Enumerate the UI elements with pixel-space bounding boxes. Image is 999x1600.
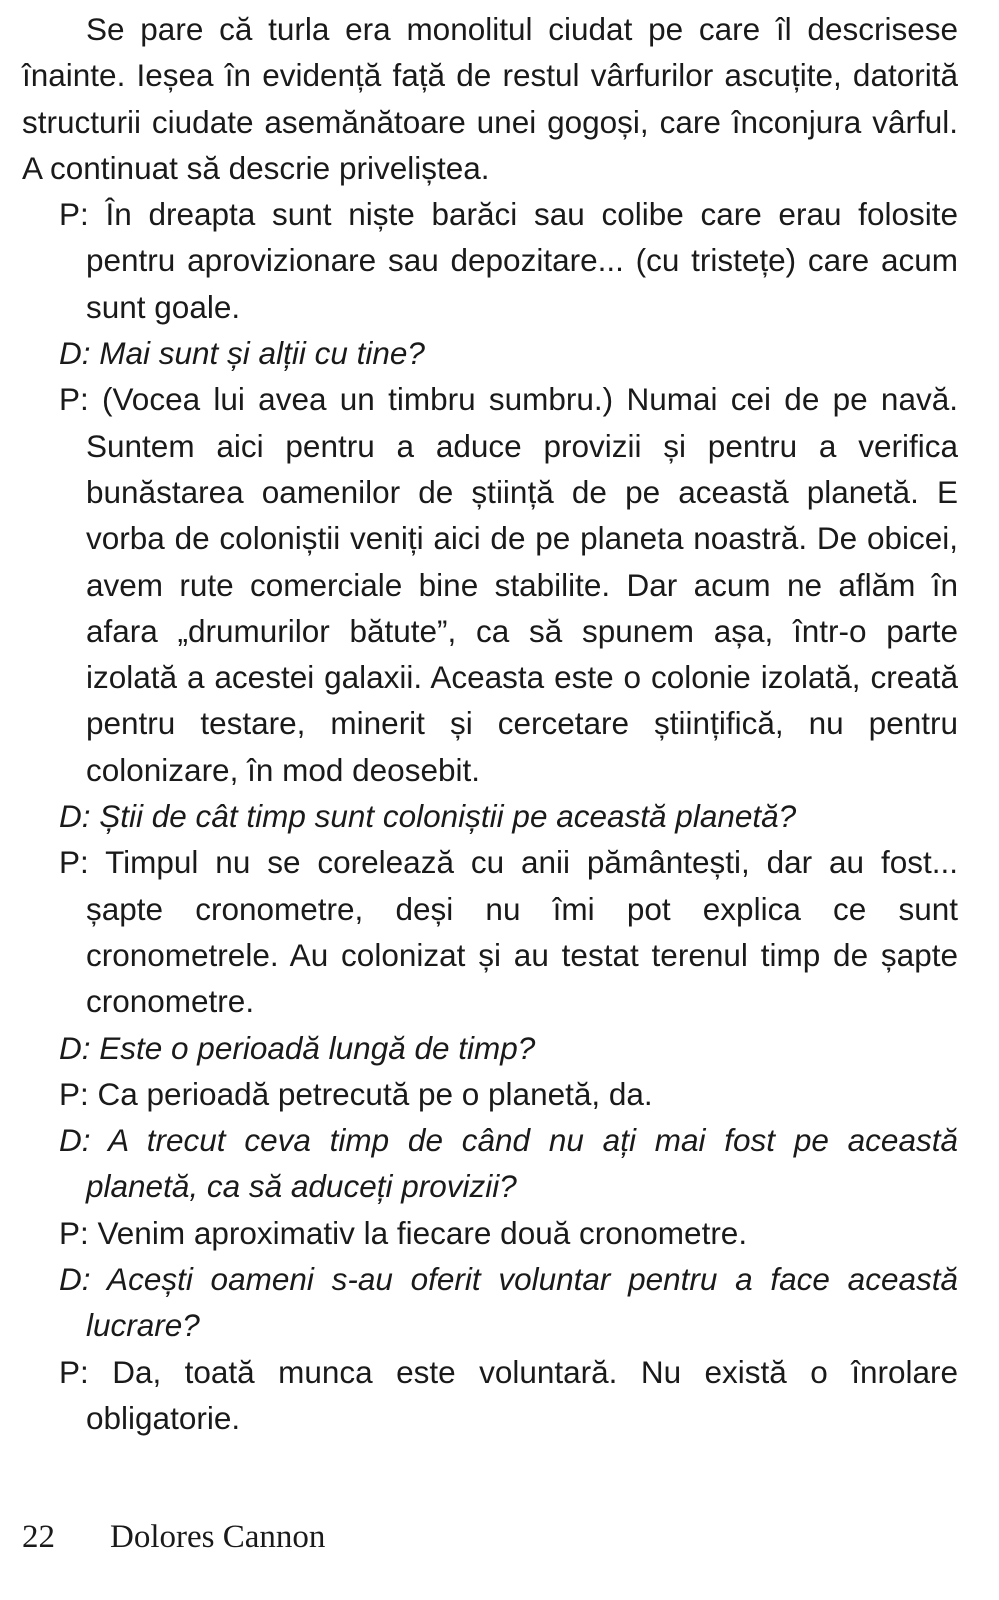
dialogue-answer: P: (Vocea lui avea un timbru sumbru.) Numai cei de pe navă. Suntem aici pentru a aduce provizii și pentru a verifica bunăstarea oamenilor de știință de pe această planetă. E vorba de coloniștii veniți aici de pe planeta noastră. De obicei, avem rute comerciale bine stabilite. Dar acum ne aflăm în afara „drumurilor bătute”, ca să spunem așa, într-o parte izolată a acestei galaxii. Aceasta este o colonie izolată, creată pentru testare, minerit și cercetare științifică, nu pentru colonizare, în mod deosebit. bbox=[59, 381, 958, 788]
dialogue-answer: P: Ca perioadă petrecută pe o planetă, da. bbox=[59, 1075, 653, 1112]
dialogue-question: D: A trecut ceva timp de când nu ați mai fost pe această planetă, ca să aduceți provizii? bbox=[59, 1122, 958, 1205]
dialogue-answer: P: Timpul nu se corelează cu anii pământești, dar au fost... șapte cronometre, deși nu îmi pot explica ce sunt cronometrele. Au colonizat și au testat terenul timp de șapte cronometre. bbox=[59, 844, 958, 1020]
intro-paragraph: Se pare că turla era monolitul ciudat pe care îl descrisese înainte. Ieșea în evidență față de restul vârfurilor ascuțite, datorită structurii ciudate asemănătoare unei gogoși, care înconjura vârful. A continuat să descrie priveliștea. bbox=[22, 11, 958, 186]
author-name: Dolores Cannon bbox=[110, 1519, 326, 1555]
dialogue-question: D: Mai sunt și alții cu tine? bbox=[59, 335, 425, 372]
dialogue-question: D: Acești oameni s-au oferit voluntar pentru a face această lucrare? bbox=[59, 1261, 958, 1344]
dialogue-answer: P: Venim aproximativ la fiecare două cronometre. bbox=[59, 1214, 748, 1251]
dialogue-answer: P: Da, toată munca este voluntară. Nu există o înrolare obligatorie. bbox=[59, 1353, 958, 1436]
dialogue-question: D: Este o perioadă lungă de timp? bbox=[59, 1029, 536, 1066]
book-page bbox=[22, 6, 958, 1441]
dialogue-answer: P: În dreapta sunt niște barăci sau colibe care erau folosite pentru aprovizionare sau depozitare... (cu tristețe) care acum sunt goale. bbox=[59, 196, 958, 325]
page-number: 22 bbox=[22, 1519, 55, 1555]
page-footer bbox=[22, 1515, 325, 1559]
dialogue-question: D: Știi de cât timp sunt coloniștii pe această planetă? bbox=[59, 798, 797, 835]
